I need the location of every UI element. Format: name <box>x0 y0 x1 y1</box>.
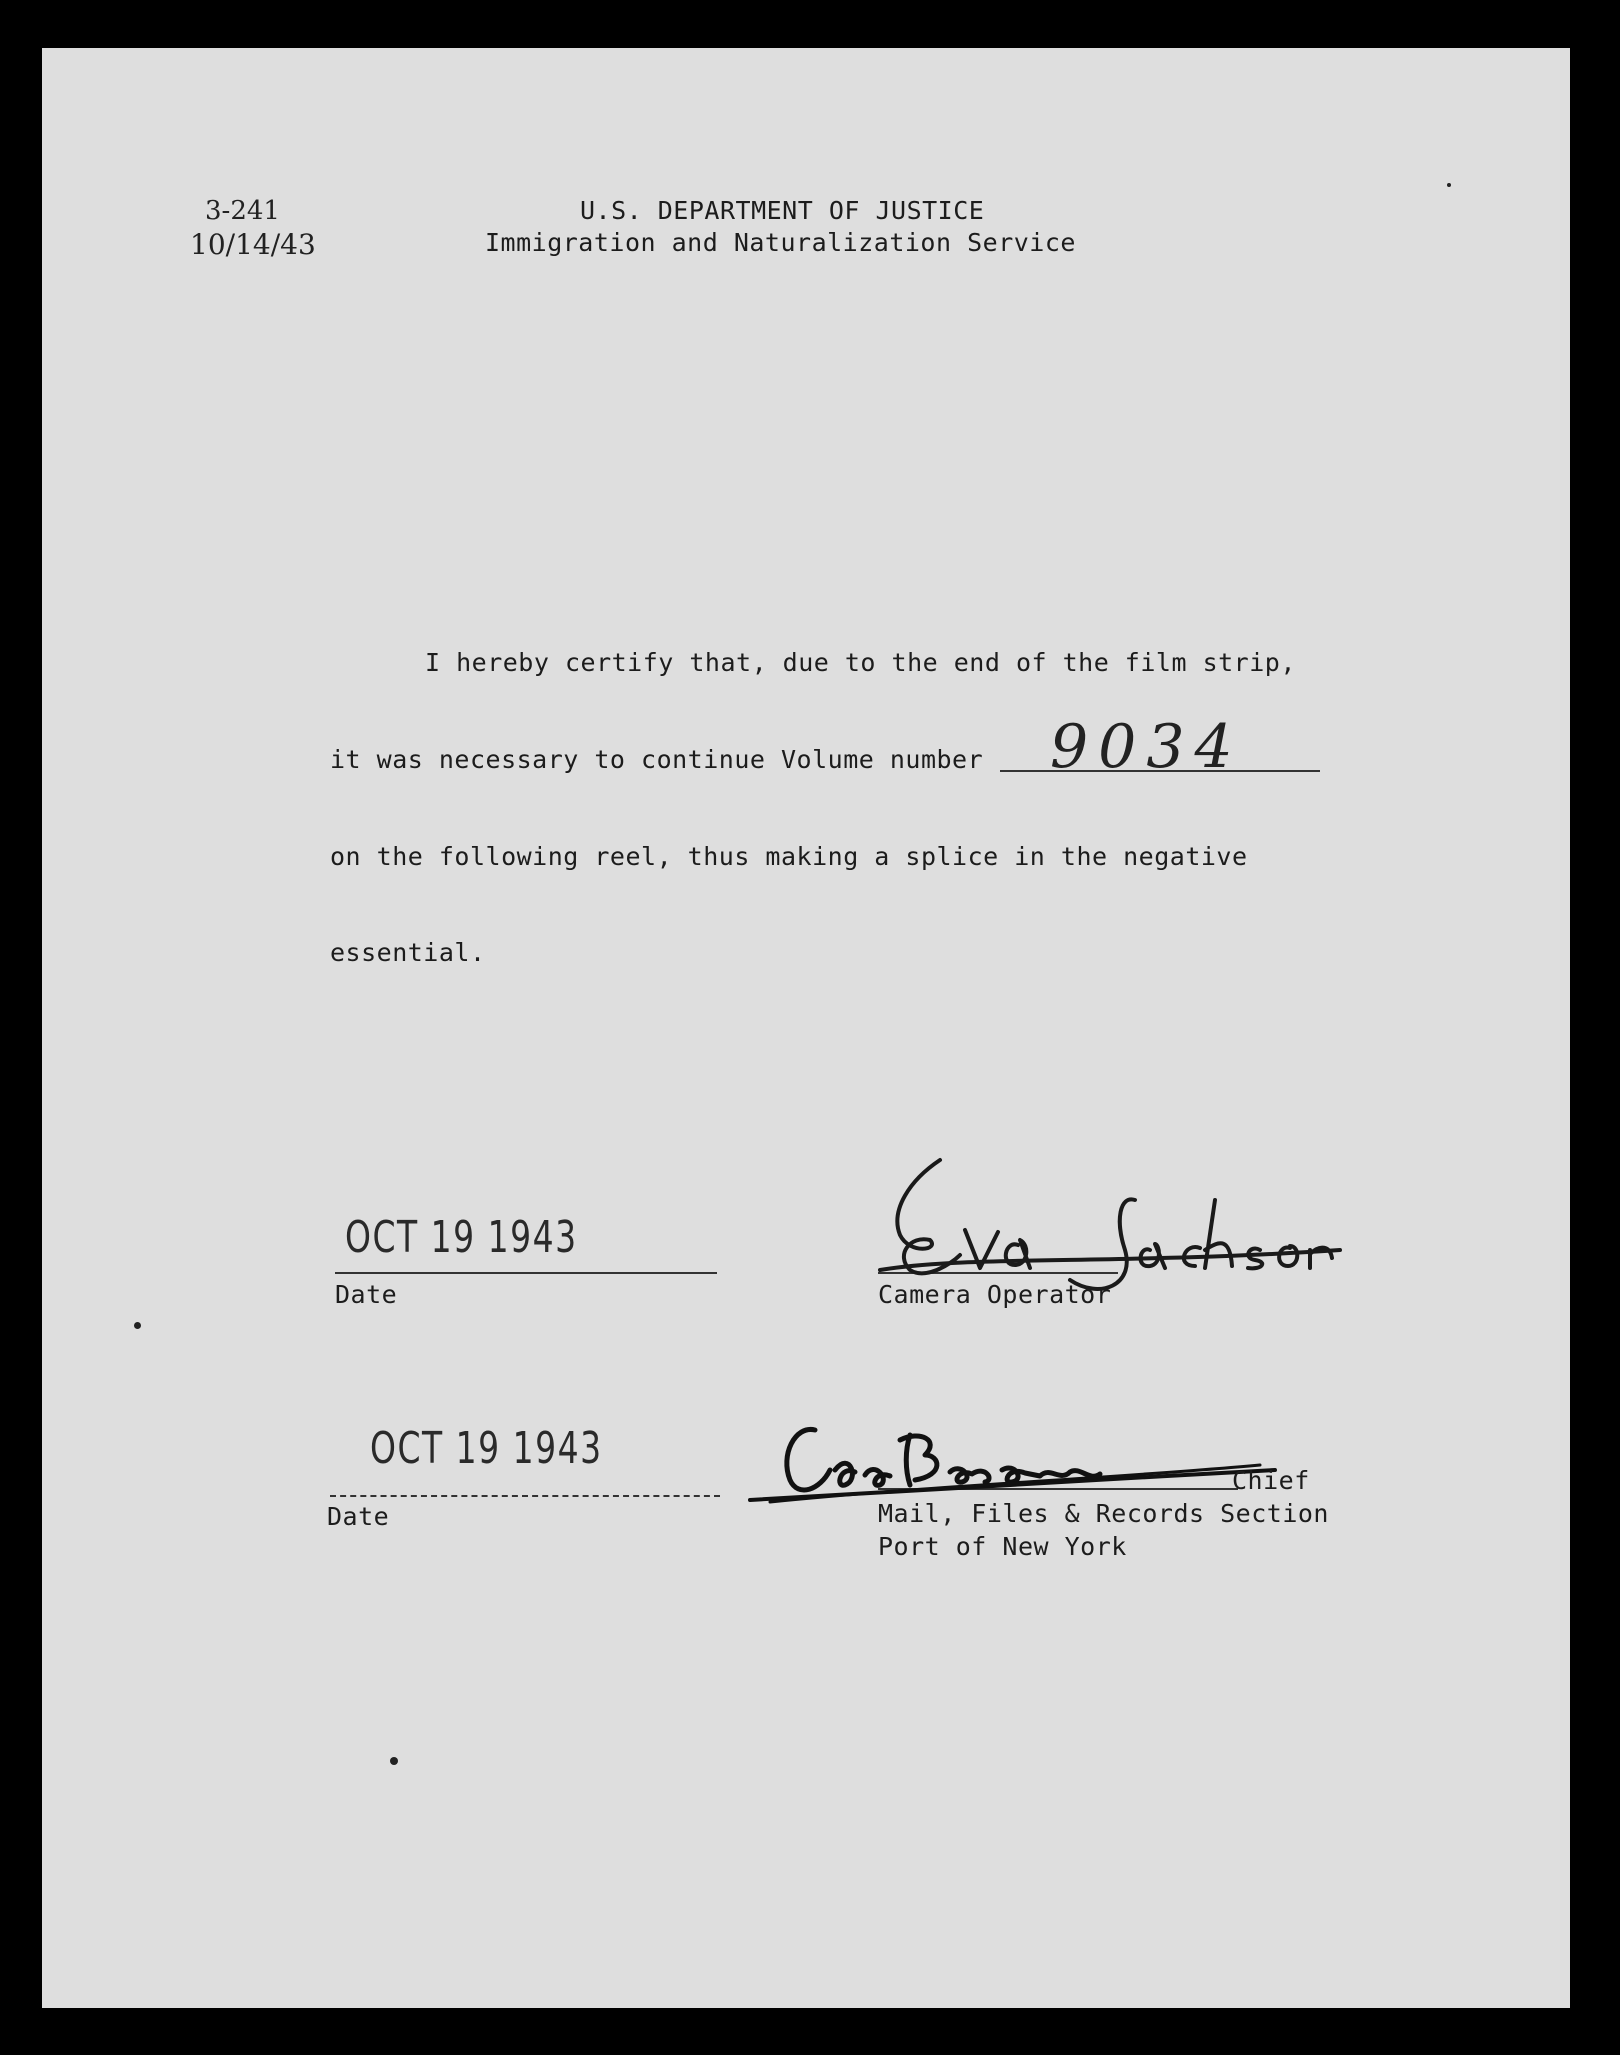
body-line-4: essential. <box>330 938 486 967</box>
chief-section: Mail, Files & Records Section <box>878 1499 1329 1528</box>
document-page <box>42 48 1570 2008</box>
chief-title: Chief <box>1232 1466 1310 1495</box>
volume-number-value: 9034 <box>1050 712 1243 782</box>
form-number: 3-241 <box>205 196 280 226</box>
operator-title: Camera Operator <box>878 1280 1112 1309</box>
operator-date-stamp: OCT 19 1943 <box>345 1212 578 1263</box>
chief-port: Port of New York <box>878 1532 1127 1561</box>
operator-date-line <box>335 1272 717 1274</box>
chief-date-stamp: OCT 19 1943 <box>370 1423 603 1474</box>
scan-speck <box>390 1757 398 1765</box>
scan-speck <box>134 1322 141 1329</box>
form-revision-date: 10/14/43 <box>190 228 316 261</box>
scan-speck <box>1447 183 1451 187</box>
body-line-3: on the following reel, thus making a splice in the negative <box>330 842 1248 871</box>
body-line-2: it was necessary to continue Volume number <box>330 745 984 774</box>
service-heading: Immigration and Naturalization Service <box>485 228 1076 257</box>
chief-date-label: Date <box>327 1502 390 1531</box>
body-line-1: I hereby certify that, due to the end of the film strip, <box>425 648 1296 677</box>
chief-date-line <box>330 1495 720 1497</box>
operator-date-label: Date <box>335 1280 398 1309</box>
department-heading: U.S. DEPARTMENT OF JUSTICE <box>580 196 985 225</box>
